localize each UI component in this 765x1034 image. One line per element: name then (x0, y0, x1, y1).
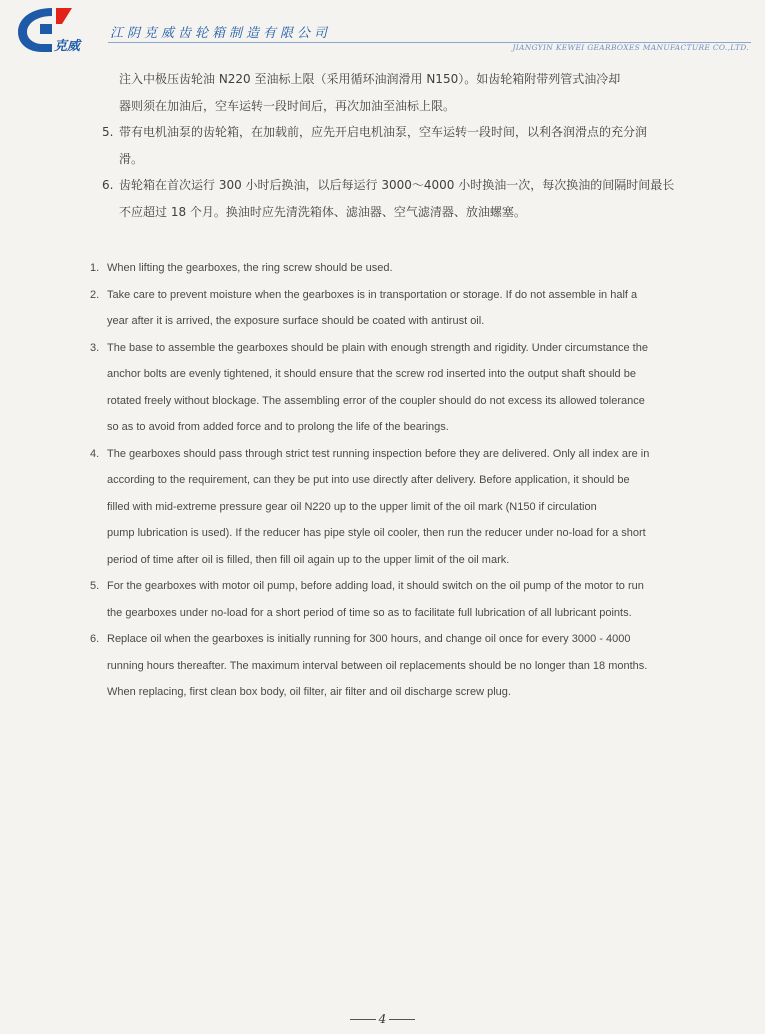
cn-item-6 (102, 172, 742, 225)
text-line: 齿轮箱在首次运行 300 小时后换油，以后每运行 3000～4000 小时换油一次，每次换油的间隔时间最长 (119, 178, 675, 192)
footer-dash-left (350, 1019, 376, 1020)
text-line: 带有电机油泵的齿轮箱，在加载前，应先开启电机油泵，空车运转一段时间，以利各润滑点的充分润 (119, 125, 648, 139)
en-item-4 (90, 441, 730, 574)
chinese-instructions (102, 66, 742, 225)
en-item-1 (90, 255, 730, 282)
text-line: according to the requirement, can they be put into use directly after delivery. Before application, it should be (107, 474, 630, 486)
text-line: filled with mid-extreme pressure gear oil N220 up to the upper limit of the oil mark (N150 if circulation (107, 500, 597, 513)
company-name-en: JIANGYIN KEWEI GEARBOXES MANUFACTURE CO.,LTD. (512, 43, 749, 52)
text-line: pump lubrication is used). If the reducer has pipe style oil cooler, then run the reducer under no-load for a short (107, 527, 646, 539)
text-line: anchor bolts are evenly tightened, it should ensure that the screw rod inserted into the output shaft should be (107, 368, 636, 380)
text-line: period of time after oil is filled, then fill oil again up to the upper limit of the oil mark. (107, 553, 510, 566)
text-line: rotated freely without blockage. The assembling error of the coupler should do not excess its allowed tolerance (107, 394, 645, 407)
text-line: 滑。 (119, 151, 144, 166)
page-header (0, 0, 765, 60)
item-number: 6. (102, 178, 114, 192)
english-instructions (90, 255, 730, 706)
text-line: Take care to prevent moisture when the gearboxes is in transportation or storage. If do not assemble in half a (107, 288, 638, 301)
page-footer (0, 1012, 765, 1026)
text-line: For the gearboxes with motor oil pump, before adding load, it should switch on the oil pump of the motor to run (107, 580, 644, 592)
item-number: 5. (90, 580, 100, 592)
item-number: 2. (90, 288, 100, 301)
item-number: 6. (90, 633, 100, 645)
text-line: The gearboxes should pass through strict test running inspection before they are delivered. Only all index are in (107, 447, 650, 460)
item-number: 1. (90, 262, 100, 274)
item-number: 5. (102, 125, 114, 139)
text-line: When replacing, first clean box body, oil filter, air filter and oil discharge screw plug. (107, 686, 511, 698)
cn-item-5 (102, 119, 742, 172)
text-line: so as to avoid from added force and to prolong the life of the bearings. (107, 421, 449, 433)
text-line: the gearboxes under no-load for a short period of time so as to facilitate full lubrication of all lubricant points. (107, 606, 632, 619)
en-item-6 (90, 626, 730, 706)
logo-text: 克威 (54, 39, 81, 54)
text-line: 不应超过 18 个月。换油时应先清洗箱体、滤油器、空气滤清器、放油螺塞。 (119, 204, 526, 219)
text-line: When lifting the gearboxes, the ring screw should be used. (107, 262, 393, 274)
company-logo (12, 4, 102, 54)
footer-dash-right (389, 1019, 415, 1020)
text-line: running hours thereafter. The maximum interval between oil replacements should be no longer than 18 months. (107, 659, 648, 672)
en-item-2 (90, 282, 730, 335)
text-line: 器则须在加油后，空车运转一段时间后，再次加油至油标上限。 (119, 98, 456, 113)
text-line: 注入中极压齿轮油 N220 至油标上限（采用循环油润滑用 N150）。如齿轮箱附带列管式油冷却 (119, 72, 621, 86)
en-item-5 (90, 573, 730, 626)
page-number: 4 (378, 1012, 387, 1026)
text-line: The base to assemble the gearboxes should be plain with enough strength and rigidity. Under circumstance the (107, 341, 648, 354)
text-line: Replace oil when the gearboxes is initially running for 300 hours, and change oil once for every 3000 - 4000 (107, 633, 631, 645)
en-item-3 (90, 335, 730, 441)
cn-item-4-continuation (102, 66, 742, 119)
item-number: 3. (90, 341, 100, 354)
item-number: 4. (90, 447, 100, 460)
company-name-cn: 江阴克威齿轮箱制造有限公司 (110, 26, 332, 41)
text-line: year after it is arrived, the exposure surface should be coated with antirust oil. (107, 315, 485, 327)
